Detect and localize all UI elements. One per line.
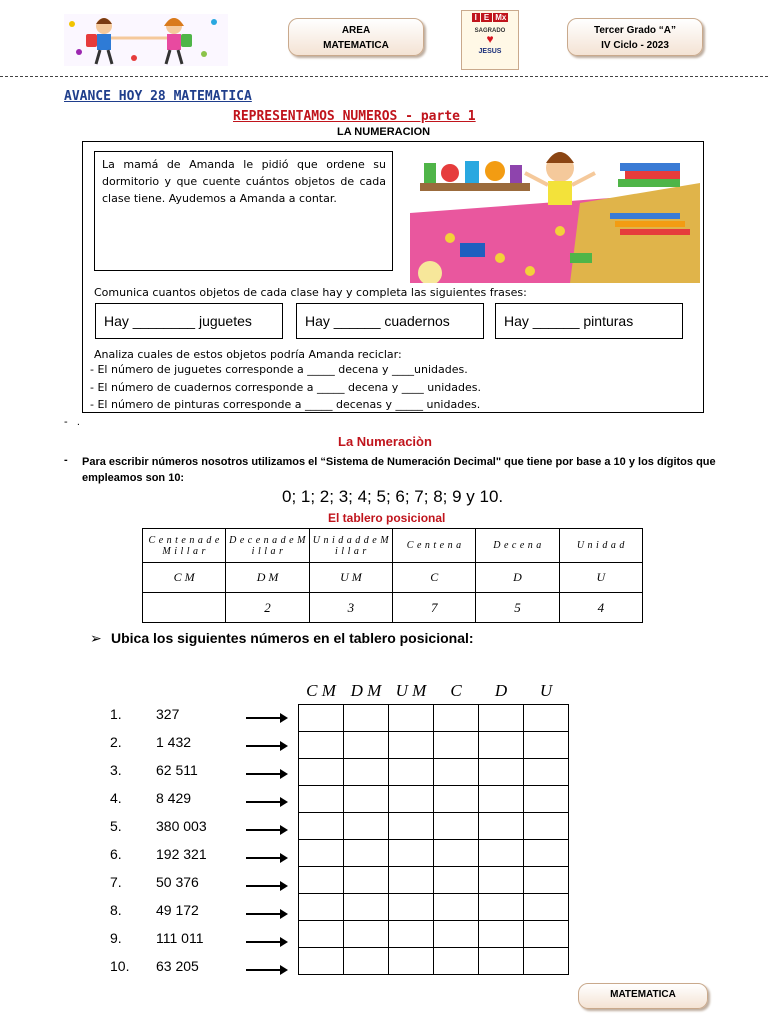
grid-cell[interactable] — [524, 732, 569, 759]
grid-cell[interactable] — [299, 759, 344, 786]
item-index: 8. — [110, 902, 122, 918]
tablero-abbrev-d: D — [476, 563, 559, 593]
tablero-header-d: D e c e n a — [476, 529, 559, 563]
tablero-header-um: U n i d a d d e M i l l a r — [309, 529, 392, 563]
cycle-label: IV Ciclo - 2023 — [601, 40, 669, 51]
grid-cell[interactable] — [389, 759, 434, 786]
avance-title: AVANCE HOY 28 MATEMATICA — [64, 89, 252, 104]
header-divider — [0, 76, 768, 77]
grid-row — [299, 732, 569, 759]
arrow-right-icon — [246, 717, 286, 719]
logo-letter-e: E — [481, 13, 492, 22]
grid-cell[interactable] — [344, 948, 389, 975]
grid-cell[interactable] — [299, 813, 344, 840]
tablero-title: El tablero posicional — [328, 511, 446, 525]
grid-cell[interactable] — [299, 732, 344, 759]
tablero-header-cm: C e n t e n a d e M i l l a r — [143, 529, 226, 563]
grid-cell[interactable] — [479, 759, 524, 786]
grid-row — [299, 948, 569, 975]
area-subject: MATEMATICA — [323, 40, 389, 51]
grid-cell[interactable] — [299, 705, 344, 732]
grid-cell[interactable] — [434, 732, 479, 759]
grid-cell[interactable] — [479, 867, 524, 894]
grid-cell[interactable] — [389, 894, 434, 921]
grid-cell[interactable] — [524, 948, 569, 975]
grid-cell[interactable] — [299, 840, 344, 867]
area-label: AREA — [341, 25, 371, 36]
arrow-right-icon — [246, 969, 286, 971]
tablero-header-u: U n i d a d — [559, 529, 642, 563]
tablero-header-dm: D e c e n a d e M i l l a r — [226, 529, 309, 563]
grid-cell[interactable] — [479, 948, 524, 975]
story-text: La mamá de Amanda le pidió que ordene su dormitorio y que cuente cuántos objetos de cada clase tiene. Ayudemos a Amanda a contar. — [102, 158, 386, 205]
grid-cell[interactable] — [344, 894, 389, 921]
grid-header-cm: C M — [299, 678, 344, 705]
logo-word-sagrado: SAGRADO — [474, 28, 506, 34]
grid-cell[interactable] — [479, 840, 524, 867]
bedroom-illustration — [410, 143, 700, 283]
stray-mark: - . — [64, 416, 80, 428]
grade-badge — [567, 18, 703, 56]
tablero-value-u: 4 — [559, 593, 642, 623]
paragraph-dash: - — [64, 454, 68, 466]
grid-cell[interactable] — [389, 813, 434, 840]
grid-cell[interactable] — [524, 813, 569, 840]
grid-cell[interactable] — [389, 840, 434, 867]
grid-cell[interactable] — [389, 786, 434, 813]
logo-letter-mx: Mx — [495, 13, 507, 22]
comunica-instruction: Comunica cuantos objetos de cada clase hay y completa las siguientes frases: — [94, 286, 527, 299]
grid-cell[interactable] — [434, 867, 479, 894]
grid-cell[interactable] — [344, 732, 389, 759]
item-number: 50 376 — [156, 874, 199, 890]
arrow-right-icon — [246, 773, 286, 775]
footer-badge — [578, 983, 708, 1009]
hay-pinturas-box: Hay ______ pinturas — [495, 303, 683, 339]
grid-cell[interactable] — [389, 732, 434, 759]
grid-cell[interactable] — [524, 840, 569, 867]
grid-row — [299, 894, 569, 921]
grid-row — [299, 705, 569, 732]
item-number: 63 205 — [156, 958, 199, 974]
grid-cell[interactable] — [524, 759, 569, 786]
tablero-abbrev-u: U — [559, 563, 642, 593]
arrow-right-icon — [246, 857, 286, 859]
numeracion-heading: La Numeraciòn — [338, 434, 432, 449]
grid-row — [299, 813, 569, 840]
grid-cell[interactable] — [524, 705, 569, 732]
grid-cell[interactable] — [344, 759, 389, 786]
grid-cell[interactable] — [479, 921, 524, 948]
tablero-posicional — [142, 528, 643, 623]
grid-cell[interactable] — [389, 867, 434, 894]
hay-cuadernos-box: Hay ______ cuadernos — [296, 303, 484, 339]
school-logo — [461, 10, 519, 70]
grid-header-dm: D M — [344, 678, 389, 705]
tablero-abbrev-c: C — [393, 563, 476, 593]
tablero-value-c: 7 — [393, 593, 476, 623]
tablero-value-cm — [143, 593, 226, 623]
analiza-item-pinturas: - El número de pinturas corresponde a _____ decenas y _____ unidades. — [90, 398, 481, 411]
heart-icon: ♥ — [486, 32, 494, 46]
grid-cell[interactable] — [344, 705, 389, 732]
tablero-abbrev-dm: D M — [226, 563, 309, 593]
item-number: 327 — [156, 706, 180, 722]
grid-cell[interactable] — [434, 813, 479, 840]
grid-cell[interactable] — [389, 921, 434, 948]
grid-cell[interactable] — [434, 894, 479, 921]
grid-cell[interactable] — [479, 813, 524, 840]
grid-cell[interactable] — [344, 921, 389, 948]
area-badge — [288, 18, 424, 56]
grid-cell[interactable] — [434, 948, 479, 975]
item-index: 7. — [110, 874, 122, 890]
grid-row — [299, 867, 569, 894]
grid-cell[interactable] — [434, 840, 479, 867]
grid-cell[interactable] — [524, 867, 569, 894]
grid-cell[interactable] — [344, 813, 389, 840]
grid-cell[interactable] — [299, 921, 344, 948]
grid-cell[interactable] — [479, 894, 524, 921]
grid-row — [299, 759, 569, 786]
grid-cell[interactable] — [344, 867, 389, 894]
grid-cell[interactable] — [299, 948, 344, 975]
grid-cell[interactable] — [299, 894, 344, 921]
grid-cell[interactable] — [389, 705, 434, 732]
arrow-right-icon — [246, 745, 286, 747]
grid-cell[interactable] — [434, 786, 479, 813]
item-number: 111 011 — [156, 930, 204, 946]
grid-header-u: U — [524, 678, 569, 705]
tablero-abbrev-um: U M — [309, 563, 392, 593]
grid-cell[interactable] — [479, 705, 524, 732]
arrow-right-icon — [246, 885, 286, 887]
grid-cell[interactable] — [389, 948, 434, 975]
digits-list: 0; 1; 2; 3; 4; 5; 6; 7; 8; 9 y 10. — [282, 487, 504, 506]
instruction-bullet: ➢ — [90, 630, 102, 646]
grid-cell[interactable] — [479, 786, 524, 813]
tablero-value-dm: 2 — [226, 593, 309, 623]
item-index: 10. — [110, 958, 130, 974]
grid-cell[interactable] — [524, 894, 569, 921]
grid-cell[interactable] — [434, 759, 479, 786]
item-index: 5. — [110, 818, 122, 834]
logo-letter-i: I — [472, 13, 480, 22]
grade-label: Tercer Grado “A” — [593, 25, 677, 36]
item-index: 9. — [110, 930, 122, 946]
grid-header-d: D — [479, 678, 524, 705]
analiza-item-cuadernos: - El número de cuadernos corresponde a _____ decena y ____ unidades. — [90, 381, 481, 394]
grid-cell[interactable] — [344, 840, 389, 867]
la-numeracion-subtitle: LA NUMERACION — [337, 126, 431, 138]
grid-row — [299, 786, 569, 813]
tablero-abbrev-cm: C M — [143, 563, 226, 593]
arrow-right-icon — [246, 829, 286, 831]
item-index: 3. — [110, 762, 122, 778]
representamos-title: REPRESENTAMOS NUMEROS - parte 1 — [233, 109, 476, 124]
grid-row — [299, 921, 569, 948]
analiza-heading: Analiza cuales de estos objetos podría Amanda reciclar: — [94, 348, 402, 361]
grid-row — [299, 840, 569, 867]
grid-header-c: C — [434, 678, 479, 705]
exercise-grid — [298, 678, 569, 975]
item-number: 62 511 — [156, 762, 198, 778]
grid-header-um: U M — [389, 678, 434, 705]
numeracion-paragraph: Para escribir números nosotros utilizamos el “Sistema de Numeración Decimal" que tiene por base a 10 y los dígitos que empleamos son 10: — [82, 456, 716, 484]
hay-juguetes-box: Hay ________ juguetes — [95, 303, 283, 339]
grid-cell[interactable] — [524, 921, 569, 948]
item-number: 380 003 — [156, 818, 207, 834]
item-number: 192 321 — [156, 846, 207, 862]
item-index: 1. — [110, 706, 122, 722]
arrow-right-icon — [246, 801, 286, 803]
item-number: 1 432 — [156, 734, 192, 750]
grid-cell[interactable] — [434, 921, 479, 948]
kids-clipart — [64, 14, 228, 66]
arrow-right-icon — [246, 913, 286, 915]
item-number: 8 429 — [156, 790, 192, 806]
grid-cell[interactable] — [434, 705, 479, 732]
item-number: 49 172 — [156, 902, 199, 918]
tablero-header-c: C e n t e n a — [393, 529, 476, 563]
tablero-value-d: 5 — [476, 593, 559, 623]
grid-cell[interactable] — [299, 867, 344, 894]
arrow-right-icon — [246, 941, 286, 943]
tablero-value-um: 3 — [309, 593, 392, 623]
logo-word-jesus: JESUS — [478, 48, 502, 55]
grid-cell[interactable] — [524, 786, 569, 813]
footer-label: MATEMATICA — [610, 989, 676, 1000]
item-index: 4. — [110, 790, 122, 806]
grid-cell[interactable] — [479, 732, 524, 759]
grid-cell[interactable] — [344, 786, 389, 813]
item-index: 6. — [110, 846, 122, 862]
analiza-item-juguetes: - El número de juguetes corresponde a _____ decena y ____unidades. — [90, 363, 468, 376]
item-index: 2. — [110, 734, 122, 750]
exercise-instruction: Ubica los siguientes números en el tablero posicional: — [111, 630, 474, 646]
grid-cell[interactable] — [299, 786, 344, 813]
